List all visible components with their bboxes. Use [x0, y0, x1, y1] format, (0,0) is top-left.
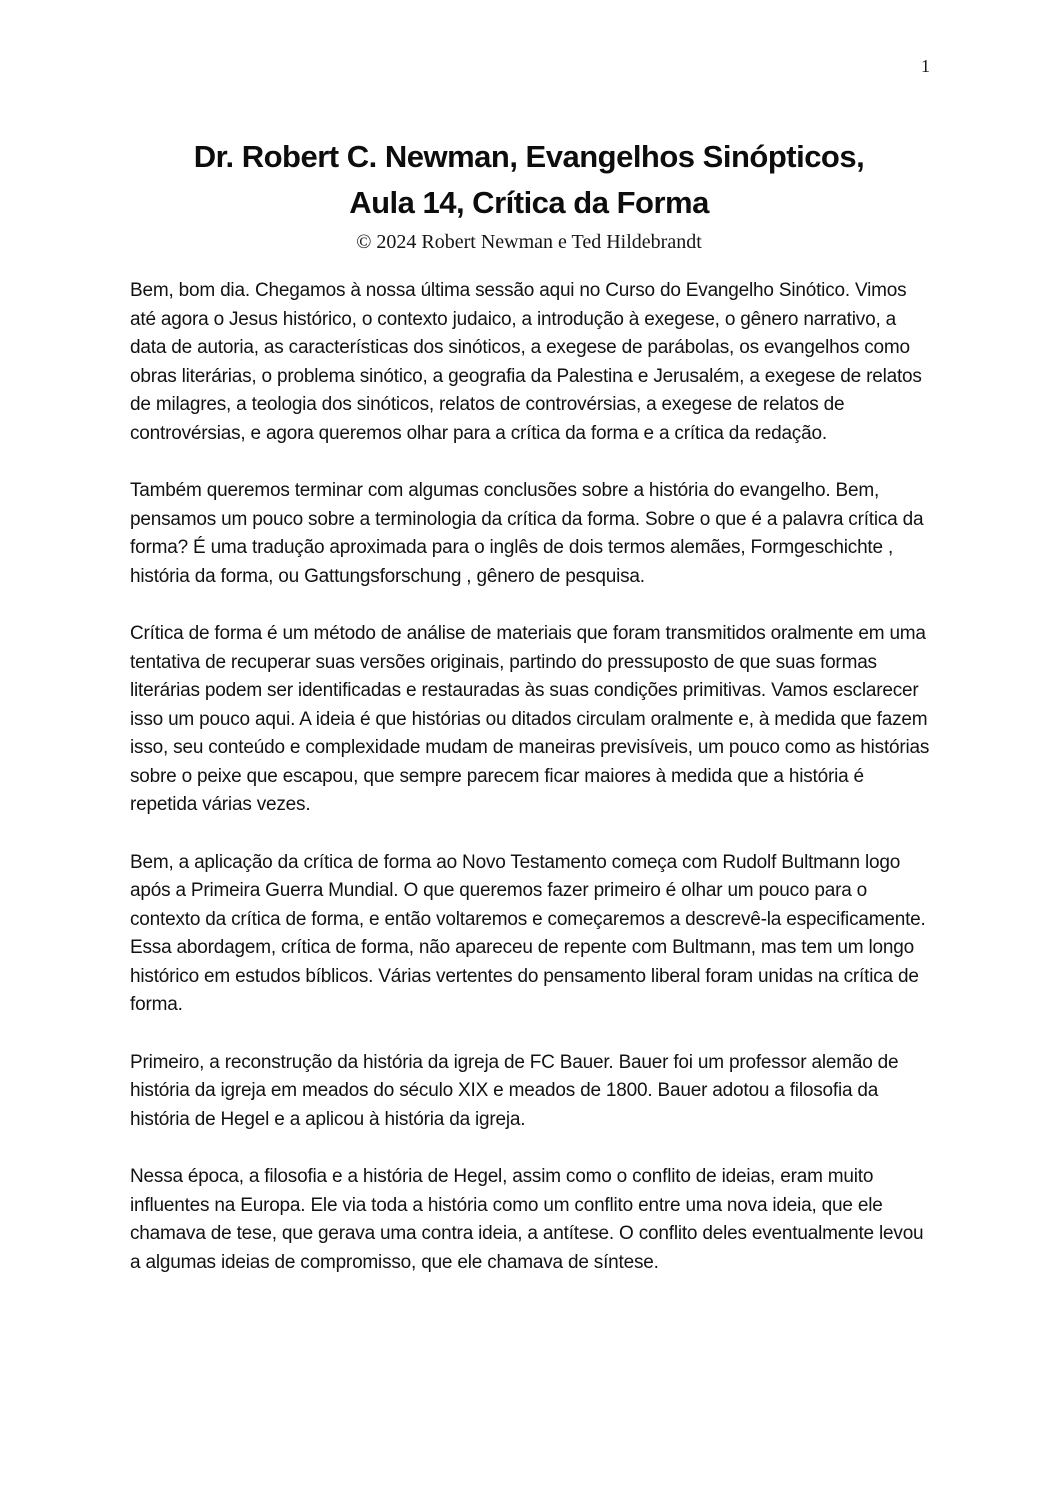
page-title-line-1: Dr. Robert C. Newman, Evangelhos Sinópticos, — [193, 139, 865, 174]
page-title — [110, 134, 948, 226]
paragraph: Bem, bom dia. Chegamos à nossa última sessão aqui no Curso do Evangelho Sinótico. Vimos até agora o Jesus histórico, o contexto judaico, a introdução à exegese, o gênero narrativo, a data de autoria, as características dos sinóticos, a exegese de parábolas, os evangelhos como obras literárias, o problema sinótico, a geografia da Palestina e Jerusalém, a exegese de relatos de milagres, a teologia dos sinóticos, relatos de controvérsias, a exegese de relatos de controvérsias, e agora queremos olhar para a crítica da forma e a crítica da redação. — [130, 280, 922, 444]
page-number: 1 — [921, 56, 930, 76]
paragraph: Crítica de forma é um método de análise de materiais que foram transmitidos oralmente em uma tentativa de recuperar suas versões originais, partindo do pressuposto de que suas formas literárias podem ser identificadas e restauradas às suas condições primitivas. Vamos esclarecer isso um pouco aqui. A ideia é que histórias ou ditados circulam oralmente e, à medida que fazem isso, seu conteúdo e complexidade mudam de maneiras previsíveis, um pouco como as histórias sobre o peixe que escapou, que sempre parecem ficar maiores à medida que a história é repetida várias vezes. — [130, 623, 930, 815]
paragraph: Bem, a aplicação da crítica de forma ao Novo Testamento começa com Rudolf Bultmann logo após a Primeira Guerra Mundial. O que queremos fazer primeiro é olhar um pouco para o contexto da crítica de forma, e então voltaremos e começaremos a descrevê-la especificamente. Essa abordagem, crítica de forma, não apareceu de repente com Bultmann, mas tem um longo histórico em estudos bíblicos. Várias vertentes do pensamento liberal foram unidas na crítica de forma. — [130, 851, 926, 1015]
title-block — [110, 0, 948, 255]
paragraph: Nessa época, a filosofia e a história de Hegel, assim como o conflito de ideias, eram muito influentes na Europa. Ele via toda a história como um conflito entre uma nova ideia, que ele chamava de tese, que gerava uma contra ideia, a antítese. O conflito deles eventualmente levou a algumas ideias de compromisso, que ele chamava de síntese. — [130, 1166, 924, 1273]
page-title-line-2: Aula 14, Crítica da Forma — [349, 185, 709, 220]
copyright-line: © 2024 Robert Newman e Ted Hildebrandt — [356, 231, 702, 253]
paragraph: Primeiro, a reconstrução da história da igreja de FC Bauer. Bauer foi um professor alemão de história da igreja em meados do século XIX e meados de 1800. Bauer adotou a filosofia da história de Hegel e a aplicou à história da igreja. — [130, 1051, 899, 1130]
document-body — [130, 277, 930, 1277]
paragraph: Também queremos terminar com algumas conclusões sobre a história do evangelho. Bem, pensamos um pouco sobre a terminologia da crítica da forma. Sobre o que é a palavra crítica da forma? É uma tradução aproximada para o inglês de dois termos alemães, Formgeschichte , história da forma, ou Gattungsforschung , gênero de pesquisa. — [130, 480, 924, 587]
